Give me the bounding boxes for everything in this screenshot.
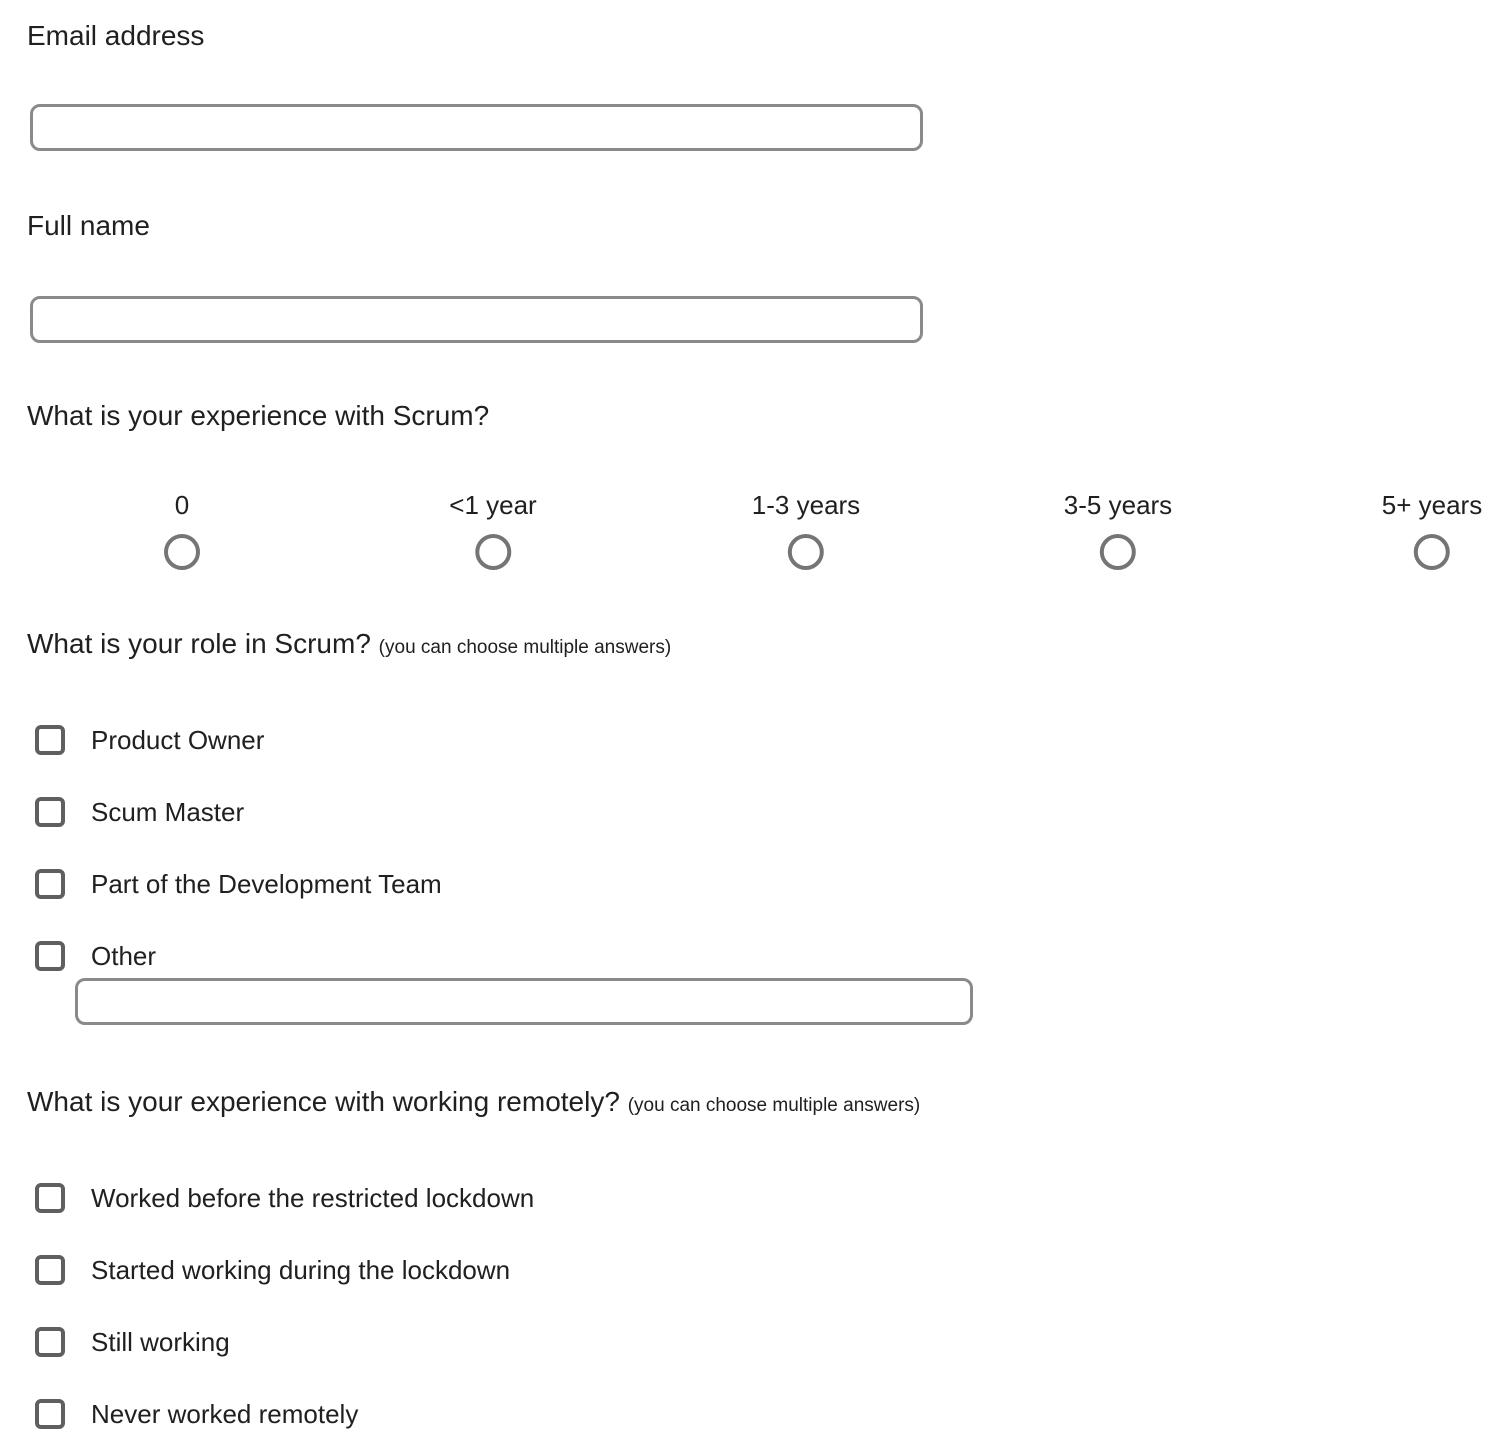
checkbox-option-worked-before-lockdown[interactable] <box>35 1183 1502 1213</box>
checkbox-option-product-owner[interactable] <box>35 725 1502 755</box>
radio-option-label: 1-3 years <box>751 490 861 520</box>
checkbox-icon[interactable] <box>35 1255 65 1285</box>
checkbox-label: Scum Master <box>91 797 245 827</box>
radio-button-icon[interactable] <box>475 534 511 570</box>
radio-option-label: 5+ years <box>1381 490 1483 520</box>
checkbox-icon[interactable] <box>35 797 65 827</box>
scrum-role-question <box>27 627 1502 664</box>
scrum-experience-question: What is your experience with Scrum? <box>27 400 490 431</box>
checkbox-label: Product Owner <box>91 725 265 755</box>
checkbox-option-scum-master[interactable] <box>35 797 1502 827</box>
radio-option-3-5-years <box>1064 491 1172 570</box>
checkbox-label: Never worked remotely <box>91 1399 359 1429</box>
remote-experience-question-text: What is your experience with working remotely? <box>27 1086 620 1117</box>
radio-option-label: 3-5 years <box>1063 490 1173 520</box>
radio-button-icon[interactable] <box>1100 534 1136 570</box>
checkbox-label: Started working during the lockdown <box>91 1255 511 1285</box>
scrum-role-options <box>35 725 1502 971</box>
other-role-input[interactable] <box>75 978 973 1025</box>
radio-option-1-3-years <box>752 491 860 570</box>
checkbox-option-still-working[interactable] <box>35 1327 1502 1357</box>
checkbox-label: Worked before the restricted lockdown <box>91 1183 535 1213</box>
checkbox-option-never-worked-remotely[interactable] <box>35 1399 1502 1429</box>
scrum-role-question-text: What is your role in Scrum? <box>27 628 371 659</box>
remote-experience-question-hint: (you can choose multiple answers) <box>627 1095 921 1116</box>
radio-button-icon[interactable] <box>788 534 824 570</box>
full-name-label: Full name <box>27 210 150 241</box>
checkbox-option-development-team[interactable] <box>35 869 1502 899</box>
email-address-label: Email address <box>27 20 205 51</box>
email-address-input[interactable] <box>30 104 923 151</box>
checkbox-icon[interactable] <box>35 941 65 971</box>
radio-option-label: 0 <box>174 490 190 520</box>
scrum-role-question-hint: (you can choose multiple answers) <box>378 637 672 658</box>
checkbox-icon[interactable] <box>35 869 65 899</box>
checkbox-icon[interactable] <box>35 1399 65 1429</box>
radio-button-icon[interactable] <box>164 534 200 570</box>
checkbox-icon[interactable] <box>35 1327 65 1357</box>
checkbox-label: Still working <box>91 1327 230 1357</box>
checkbox-option-started-during-lockdown[interactable] <box>35 1255 1502 1285</box>
checkbox-icon[interactable] <box>35 1183 65 1213</box>
radio-button-icon[interactable] <box>1414 534 1450 570</box>
radio-option-lt1-year <box>449 491 536 570</box>
remote-experience-question <box>27 1085 1502 1122</box>
full-name-input[interactable] <box>30 296 923 343</box>
checkbox-label: Other <box>91 941 157 971</box>
radio-option-5plus-years <box>1382 491 1482 570</box>
checkbox-icon[interactable] <box>35 725 65 755</box>
scrum-experience-scale <box>0 491 1502 570</box>
checkbox-option-other[interactable] <box>35 941 1502 971</box>
remote-experience-options <box>35 1183 1502 1429</box>
checkbox-label: Part of the Development Team <box>91 869 442 899</box>
radio-option-label: <1 year <box>449 490 537 520</box>
radio-option-0 <box>164 491 200 570</box>
